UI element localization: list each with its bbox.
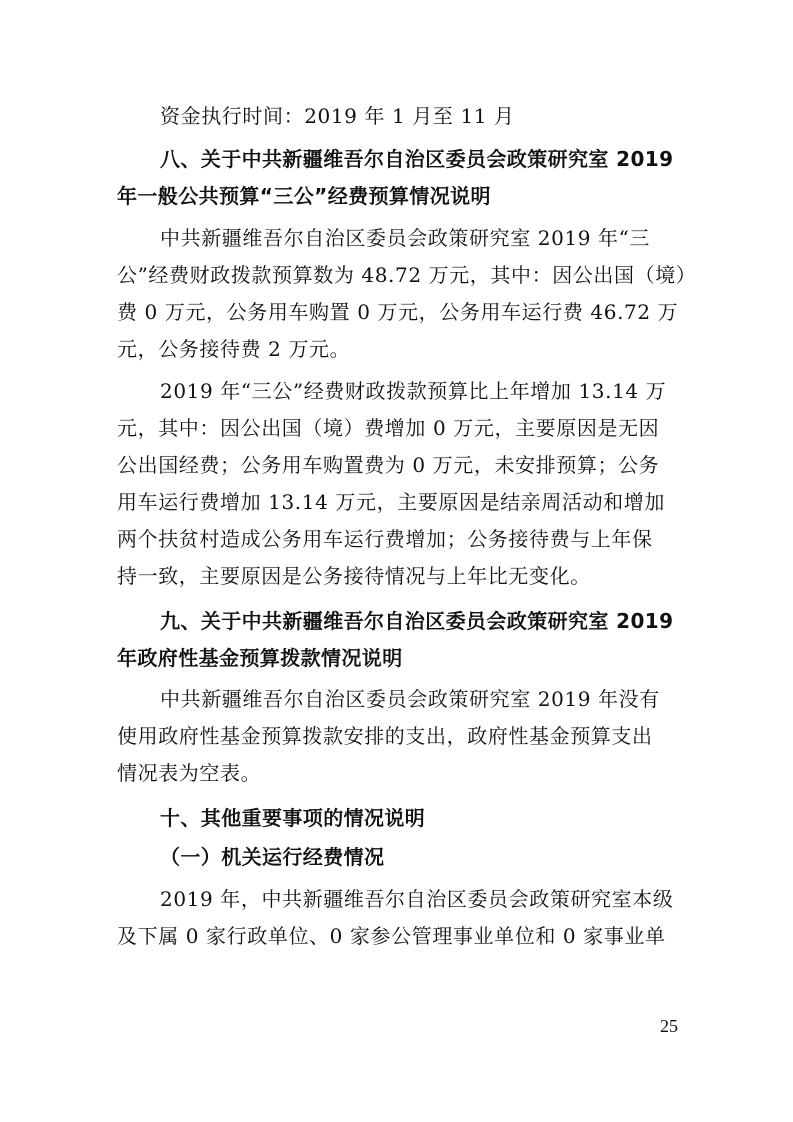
subsection-1-paragraph-line-1: 2019 年，中共新疆维吾尔自治区委员会政策研究室本级 bbox=[160, 887, 674, 911]
section-8-heading-line-2: 年一般公共预算“三公”经费预算情况说明 bbox=[117, 184, 491, 208]
subsection-1-paragraph-line-2: 及下属 0 家行政单位、0 家参公管理事业单位和 0 家事业单 bbox=[117, 924, 666, 948]
section-10-heading: 十、其他重要事项的情况说明 bbox=[160, 806, 426, 830]
section-8-paragraph-2-line-1: 2019 年“三公”经费财政拨款预算比上年增加 13.14 万 bbox=[160, 379, 667, 403]
section-8-paragraph-1-line-2: 公”经费财政拨款预算数为 48.72 万元，其中：因公出国（境） bbox=[117, 263, 697, 287]
subsection-1-heading: （一）机关运行经费情况 bbox=[160, 845, 385, 869]
section-8-paragraph-1-line-1: 中共新疆维吾尔自治区委员会政策研究室 2019 年“三 bbox=[160, 226, 651, 250]
page-number: 25 bbox=[660, 1016, 678, 1036]
section-8-paragraph-2-line-5: 两个扶贫村造成公务用车运行费增加；公务接待费与上年保 bbox=[117, 527, 653, 551]
section-8-paragraph-1-line-4: 元，公务接待费 2 万元。 bbox=[117, 337, 351, 361]
section-8-paragraph-2-line-2: 元，其中：因公出国（境）费增加 0 万元，主要原因是无因 bbox=[117, 416, 660, 440]
section-9-heading-line-1: 九、关于中共新疆维吾尔自治区委员会政策研究室 2019 bbox=[160, 609, 674, 633]
section-8-paragraph-2-line-6: 持一致，主要原因是公务接待情况与上年比无变化。 bbox=[117, 564, 591, 588]
section-8-paragraph-2-line-4: 用车运行费增加 13.14 万元，主要原因是结亲周活动和增加 bbox=[117, 490, 665, 514]
section-9-paragraph-line-1: 中共新疆维吾尔自治区委员会政策研究室 2019 年没有 bbox=[160, 687, 660, 711]
section-9-paragraph-line-2: 使用政府性基金预算拨款安排的支出，政府性基金预算支出 bbox=[117, 724, 653, 748]
section-8-paragraph-2-line-3: 公出国经费；公务用车购置费为 0 万元，未安排预算；公务 bbox=[117, 453, 660, 477]
section-8-paragraph-1-line-3: 费 0 万元，公务用车购置 0 万元，公务用车运行费 46.72 万 bbox=[117, 300, 679, 324]
section-9-heading-line-2: 年政府性基金预算拨款情况说明 bbox=[117, 646, 403, 670]
section-9-paragraph-line-3: 情况表为空表。 bbox=[117, 761, 262, 785]
section-8-heading-line-1: 八、关于中共新疆维吾尔自治区委员会政策研究室 2019 bbox=[160, 147, 674, 171]
funding-period-line: 资金执行时间：2019 年 1 月至 11 月 bbox=[160, 104, 515, 128]
